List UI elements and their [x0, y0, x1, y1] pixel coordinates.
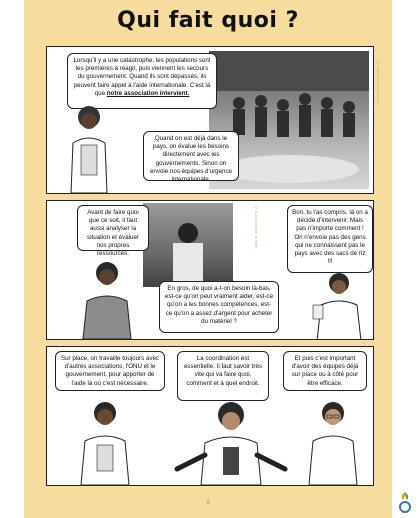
worker-silhouette: [143, 203, 233, 287]
speech-bubble-coordination: [177, 351, 269, 401]
bubble-coordination-text: La coordination est essentielle. Il faut savoir très vite qui va faire quoi, comment et à quel endroit.: [183, 355, 263, 387]
aid-worker-woman-illustration: [59, 103, 119, 193]
bubble-analyze-text: Avant de faire quoi que ce soit, il faut aussi analyser la situation et évaluer nos propres ressources.: [87, 209, 139, 257]
comic-page: [24, 0, 392, 518]
speech-bubble-questions: [159, 281, 279, 333]
bubble-intro-emphasis: notre association intervient.: [106, 89, 190, 97]
speech-bubble-assessment: [143, 131, 239, 181]
organization-logo-icon: [397, 490, 413, 514]
bubble-decision-text: Bon, tu l'as compris, là on a décidé d'intervenir. Mais pas n'importe comment ! On n'envoie pas des gens qui ne connaissent pas le pays avec des sacs de riz !!!: [292, 209, 368, 266]
page-number: 2: [206, 500, 210, 506]
bubble-assessment-text: Quand on est déjà dans le pays, on évalue les besoins directement avec les gouvernements. Sinon on envoie nos équipes d'urgence internationale.: [149, 135, 233, 183]
speech-bubble-decision: [287, 205, 373, 273]
bubble-teams-text: Et puis c'est important d'avoir des équipes déjà sur place ou à côté pour être efficace.: [291, 355, 359, 387]
panel-disaster-response: [46, 46, 374, 194]
aid-worker-man-illustration: [77, 259, 137, 339]
woman-with-rice-bag-illustration: [309, 271, 369, 340]
bubble-questions-text: En gros, de quoi a-t-on besoin là-bas, est-ce qu'on peut vraiment aider, est-ce qu'on a les bonnes compétences, est-ce qu'on a assez d'argent pour acheter du matériel ?: [164, 285, 274, 325]
speech-bubble-teams: [283, 351, 367, 391]
bubble-intro-text: Lorsqu'il y a une catastrophe, les populations sont les premières à réagir, puis viennent les secours du gouvernement. Quand ils sont dépassés, ils peuvent faire appel à l'aide internationale. C'est là que: [73, 57, 211, 97]
speech-bubble-intro: [67, 53, 217, 109]
aid-worker-bearded-man-illustration: [171, 399, 291, 485]
panel-coordination: [46, 346, 374, 486]
speech-bubble-analyze: [77, 205, 149, 257]
speech-bubble-partners: [55, 351, 165, 391]
photo-credit-1: © Action contre la Faim: [376, 60, 381, 104]
aid-worker-woman-2-illustration: [73, 399, 143, 485]
aid-worker-woman-glasses-illustration: [299, 399, 369, 485]
page-title: Qui fait quoi ?: [117, 8, 299, 33]
photo-field-worker: [143, 203, 233, 287]
bubble-partners-text: Sur place, on travaille toujours avec d'autres associations, l'ONU et le gouvernement, pour apporter de l'aide là où c'est nécessaire.: [60, 355, 160, 387]
panel-analysis: [46, 200, 374, 340]
photo-credit-2: © Action contre la Faim: [254, 205, 259, 249]
